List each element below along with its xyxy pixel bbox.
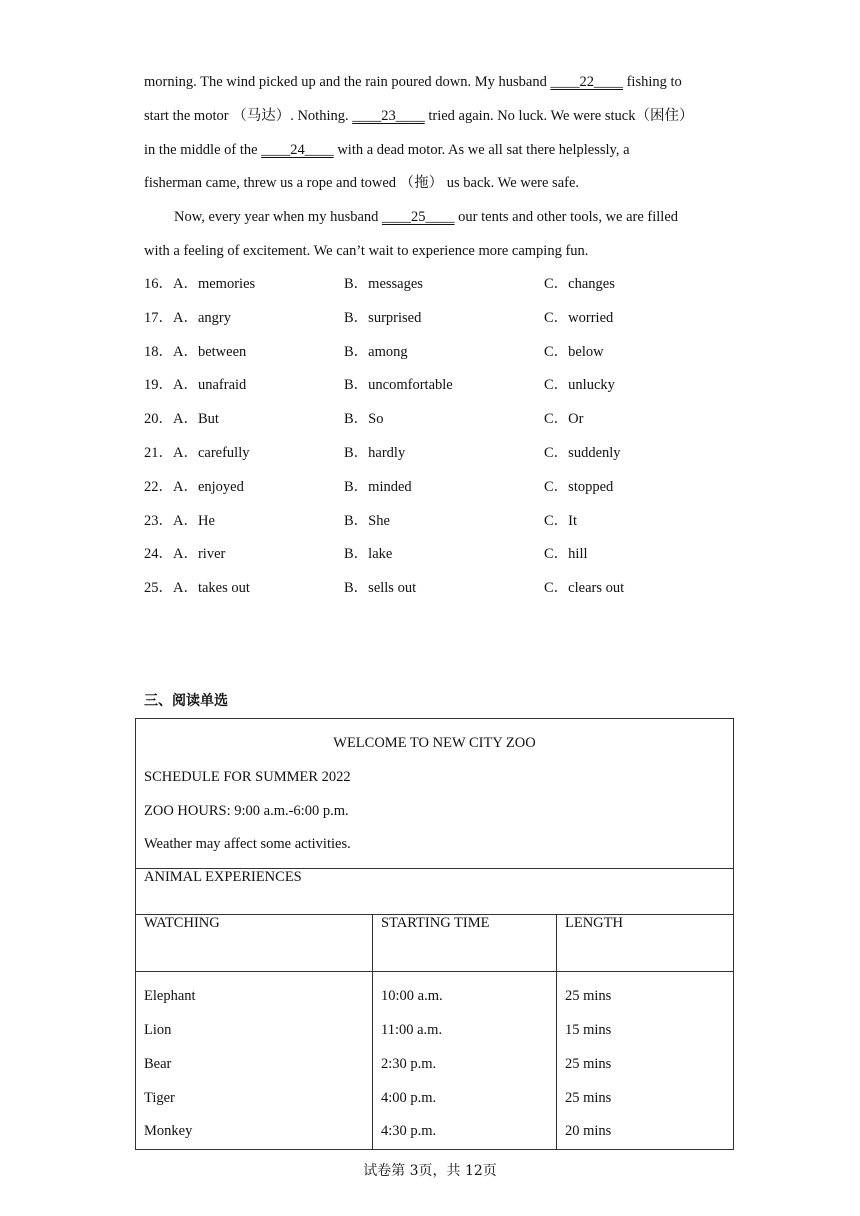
option-row <box>144 505 744 539</box>
column-header: STARTING TIME <box>373 915 557 972</box>
length-value: 25 mins <box>565 1089 612 1106</box>
animal-name: Tiger <box>144 1089 175 1106</box>
option-b[interactable]: B．messages <box>344 276 423 292</box>
zoo-header-cell <box>136 719 734 869</box>
blank-22: ____22____ <box>550 74 623 90</box>
blank-24: ____24____ <box>261 141 334 158</box>
option-a[interactable]: 19．A．unafraid <box>144 377 247 394</box>
option-a[interactable]: 16．A．memories <box>144 276 256 292</box>
option-a[interactable]: 22．A．enjoyed <box>144 478 244 495</box>
page-footer: 试卷第 3页，共 12页 <box>363 1163 497 1179</box>
option-c[interactable]: C．Or <box>544 411 584 428</box>
option-c[interactable]: C．suddenly <box>544 444 621 461</box>
start-time: 10:00 a.m. <box>381 988 443 1005</box>
answer-options <box>144 268 744 606</box>
passage-line: with a feeling of excitement. We can’t wait to experience more camping fun. <box>144 242 589 259</box>
option-a[interactable]: 17．A．angry <box>144 309 231 326</box>
start-time: 4:00 p.m. <box>381 1089 437 1106</box>
passage-line: Now, every year when my husband ____25____ our tents and other tools, we are filled <box>174 209 679 226</box>
passage-line: morning. The wind picked up and the rain poured down. My husband ____22____ fishing to <box>144 74 682 90</box>
passage-line: fisherman came, threw us a rope and towed （拖） us back. We were safe. <box>144 175 580 192</box>
option-c[interactable]: C．below <box>544 343 604 360</box>
animal-name: Elephant <box>144 988 196 1005</box>
animal-column <box>136 972 373 1150</box>
animal-name: Lion <box>144 1021 172 1038</box>
option-row <box>144 538 744 572</box>
option-a[interactable]: 25．A．takes out <box>144 580 250 597</box>
option-b[interactable]: B．lake <box>344 546 393 563</box>
blank-23: ____23____ <box>352 107 425 124</box>
animal-name: Monkey <box>144 1123 193 1140</box>
start-time: 2:30 p.m. <box>381 1055 437 1072</box>
column-header: LENGTH <box>557 915 734 972</box>
option-b[interactable]: B．among <box>344 343 408 360</box>
table-header-row <box>136 915 734 972</box>
column-header: WATCHING <box>136 915 373 972</box>
option-a[interactable]: 18．A．between <box>144 343 247 360</box>
option-row <box>144 403 744 437</box>
passage-line: start the motor （马达）. Nothing. ____23____ tried again. No luck. We were stuck（困住） <box>144 107 694 124</box>
option-b[interactable]: B．So <box>344 411 384 428</box>
option-b[interactable]: B．hardly <box>344 444 406 461</box>
time-column <box>373 972 557 1150</box>
zoo-schedule: SCHEDULE FOR SUMMER 2022 <box>144 768 351 785</box>
option-row <box>144 572 744 606</box>
option-a[interactable]: 20．A．But <box>144 411 219 428</box>
length-column <box>557 972 734 1150</box>
option-c[interactable]: C．worried <box>544 309 614 326</box>
table-row <box>136 869 734 915</box>
option-c[interactable]: C．stopped <box>544 478 614 495</box>
option-b[interactable]: B．She <box>344 512 390 529</box>
option-row <box>144 369 744 403</box>
option-b[interactable]: B．minded <box>344 478 412 495</box>
start-time: 11:00 a.m. <box>381 1021 443 1038</box>
passage <box>144 66 734 269</box>
zoo-note: Weather may affect some activities. <box>144 836 351 853</box>
option-row <box>144 302 744 336</box>
option-c[interactable]: C．unlucky <box>544 377 615 394</box>
length-value: 25 mins <box>565 1055 612 1072</box>
option-row <box>144 268 744 302</box>
zoo-schedule-table <box>135 718 734 1150</box>
option-a[interactable]: 23．A．He <box>144 512 215 529</box>
table-row <box>136 719 734 869</box>
option-a[interactable]: 21．A．carefully <box>144 444 250 461</box>
zoo-hours: ZOO HOURS: 9:00 a.m.-6:00 p.m. <box>144 802 349 819</box>
passage-line: in the middle of the ____24____ with a dead motor. As we all sat there helplessly, a <box>144 141 630 158</box>
length-value: 15 mins <box>565 1021 612 1038</box>
option-c[interactable]: C．changes <box>544 276 615 292</box>
option-row <box>144 471 744 505</box>
section-title: 三、阅读单选 <box>144 693 228 709</box>
zoo-title: WELCOME TO NEW CITY ZOO <box>333 735 536 751</box>
animal-experiences-heading: ANIMAL EXPERIENCES <box>136 869 734 915</box>
animal-name: Bear <box>144 1055 172 1072</box>
option-b[interactable]: B．sells out <box>344 580 417 597</box>
option-c[interactable]: C．It <box>544 512 578 529</box>
option-c[interactable]: C．clears out <box>544 580 625 597</box>
option-c[interactable]: C．hill <box>544 546 588 563</box>
start-time: 4:30 p.m. <box>381 1123 437 1140</box>
length-value: 20 mins <box>565 1123 612 1140</box>
option-b[interactable]: B．surprised <box>344 309 422 326</box>
table-row <box>136 972 734 1150</box>
option-a[interactable]: 24．A．river <box>144 546 226 563</box>
option-row <box>144 336 744 370</box>
blank-25: ____25____ <box>382 209 455 226</box>
option-b[interactable]: B．uncomfortable <box>344 377 453 394</box>
option-row <box>144 437 744 471</box>
length-value: 25 mins <box>565 988 612 1005</box>
